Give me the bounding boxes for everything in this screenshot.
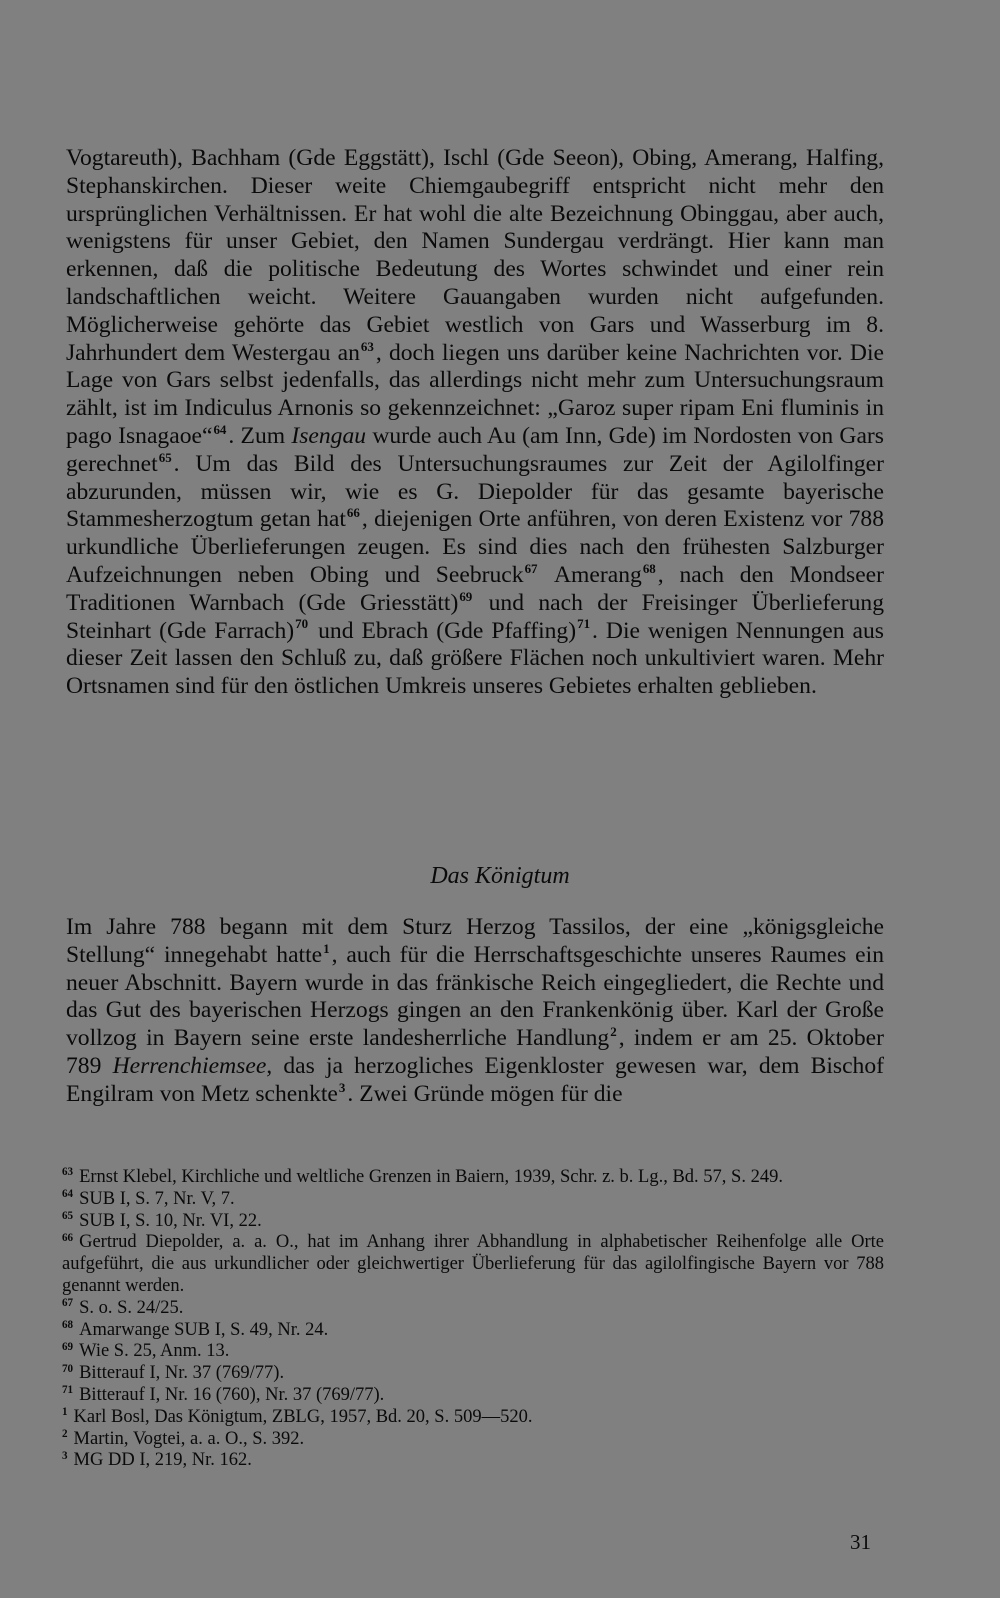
- footnote-ref[interactable]: 66: [346, 505, 360, 521]
- footnote-text: Amarwange SUB I, S. 49, Nr. 24.: [79, 1319, 329, 1340]
- text-run: , doch liegen uns darüber keine Nachrichten vor. Die Lage von Gars selbst jedenfalls, das allerdings nicht mehr zum Untersuchungsraum zählt, ist im Indiculus Arnonis so gekennzeichnet: „Garoz super ripam Eni fluminis in pago Isnagaoe“: [66, 339, 884, 449]
- footnote-ref[interactable]: 67: [524, 560, 538, 576]
- body-paragraph-2: [66, 914, 884, 1109]
- footnote: [62, 1363, 884, 1385]
- text-run: und Ebrach (Gde Pfaffing): [310, 617, 577, 644]
- text-run: . Die wenigen Nennungen aus dieser Zeit lassen den Schluß zu, daß größere Flächen noch unkultiviert waren. Mehr Ortsnamen sind für den östlichen Umkreis unseres Gebietes erhalten geblieben.: [66, 617, 884, 700]
- italic-place-name: Isengau: [291, 422, 367, 449]
- text-run: wurde auch Au (am Inn, Gde) im Nordosten von Gars gerechnet: [66, 422, 884, 477]
- text-run: , diejenigen Orte anführen, von deren Existenz vor 788 urkundliche Überlieferungen zeugen. Es sind dies nach den frühesten Salzburger Aufzeichnungen neben Obing und Seebruck: [66, 506, 884, 588]
- footnote-mark: 2: [62, 1427, 68, 1440]
- text-run: das ja herzogliches Eigenkloster gewesen war, dem Bischof Engilram von Metz schenkte: [66, 1052, 884, 1107]
- footnote-ref[interactable]: 2: [610, 1024, 617, 1040]
- footnote-mark: 69: [62, 1340, 74, 1353]
- footnote: [62, 1211, 884, 1233]
- text-run: Amerang: [539, 561, 642, 588]
- footnote: [62, 1232, 884, 1297]
- footnote-mark: 66: [62, 1231, 74, 1244]
- footnote-text: MG DD I, 219, Nr. 162.: [73, 1450, 252, 1471]
- footnote-text: Ernst Klebel, Kirchliche und weltliche Grenzen in Baiern, 1939, Schr. z. b. Lg., Bd. 57, S. 249.: [79, 1167, 783, 1187]
- text-run: , auch für die Herrschaftsgeschichte unseres Raumes ein neuer Abschnitt. Bayern wurde in das fränkische Reich eingegliedert, die Rechte und das Gut des bayerischen Herzogs gingen an den Frankenkönig über. Karl der Große vollzog in Bayern seine erste landesherrliche Handlung: [66, 941, 885, 1052]
- text-run: Im Jahre 788 begann mit dem Sturz Herzog Tassilos, der eine „königsgleiche Stellung“ innegehabt hatte: [66, 914, 884, 968]
- footnote-mark: 65: [62, 1209, 74, 1222]
- footnote: [62, 1320, 884, 1342]
- footnote: [62, 1167, 884, 1189]
- footnote: [62, 1407, 884, 1429]
- text-run: und nach der Freisinger Überlieferung Steinhart (Gde Farrach): [66, 589, 884, 644]
- page-number: 31: [850, 1530, 871, 1554]
- footnote-text: SUB I, S. 7, Nr. V, 7.: [79, 1188, 235, 1209]
- text-run: , indem er am 25. Oktober 789: [66, 1025, 884, 1079]
- footnote-mark: 68: [62, 1318, 74, 1331]
- italic-place-name: Herrenchiemsee,: [112, 1052, 273, 1079]
- footnote-text: SUB I, S. 10, Nr. VI, 22.: [79, 1210, 262, 1231]
- footnote-ref[interactable]: 71: [577, 616, 591, 632]
- footnote-text: Karl Bosl, Das Königtum, ZBLG, 1957, Bd. 20, S. 509—520.: [73, 1406, 533, 1427]
- footnote-text: Gertrud Diepolder, a. a. O., hat im Anhang ihrer Abhandlung in alphabetischer Reihenfolge alle Orte aufgeführt, die aus urkundlicher oder gleichwertiger Überlieferung für das agilolfingische Bayern vor 788 genannt werden.: [62, 1232, 884, 1296]
- footnote-mark: 71: [62, 1384, 74, 1397]
- footnote: [62, 1450, 884, 1472]
- footnote-ref[interactable]: 3: [338, 1079, 346, 1095]
- footnote-ref[interactable]: 63: [360, 338, 374, 354]
- footnote: [62, 1189, 884, 1211]
- footnote-mark: 63: [62, 1166, 74, 1179]
- text-run: , nach den Mondseer Traditionen Warnbach (Gde Griesstätt): [66, 561, 884, 616]
- section-heading: Das Königtum: [430, 863, 570, 889]
- footnote-ref[interactable]: 65: [158, 449, 172, 465]
- footnote-mark: 3: [62, 1449, 68, 1462]
- footnote-ref[interactable]: 70: [295, 616, 309, 632]
- text-run: . Zwei Gründe mögen für die: [347, 1080, 623, 1107]
- text-run: . Zum: [228, 422, 292, 449]
- footnote: [62, 1385, 884, 1407]
- footnote-mark: 67: [62, 1297, 74, 1310]
- footnote-text: Wie S. 25, Anm. 13.: [79, 1341, 230, 1362]
- text-run: Vogtareuth), Bachham (Gde Eggstätt), Ischl (Gde Seeon), Obing, Amerang, Halfing, Stephanskirchen. Dieser weite Chiemgaubegriff entspricht nicht mehr den ursprünglichen Verhältnissen. Er hat wohl die alte Bezeichnung Obinggau, aber auch, wenigstens für unser Gebiet, den Namen Sundergau verdrängt. Hier kann man erkennen, daß die politische Bedeutung des Wortes schwindet und einer rein landschaftlichen weicht. Weitere Gauangaben wurden nicht aufgefunden. Möglicherweise gehörte das Gebiet westlich von Gars und Wasserburg im 8. Jahrhundert dem Westergau an: [66, 145, 884, 366]
- text-run: . Um das Bild des Untersuchungsraumes zur Zeit der Agilolfinger abzurunden, müssen wir, wie es G. Diepolder für das gesamte bayerische Stammesherzogtum getan hat: [66, 450, 884, 533]
- footnote-mark: 1: [62, 1406, 68, 1419]
- footnote-mark: 70: [62, 1362, 74, 1375]
- footnote-ref[interactable]: 68: [642, 560, 656, 576]
- body-paragraph-1: [66, 145, 884, 701]
- footnote-text: Bitterauf I, Nr. 37 (769/77).: [79, 1363, 285, 1384]
- footnote-ref[interactable]: 64: [213, 421, 227, 437]
- footnote: [62, 1298, 884, 1320]
- footnote: [62, 1341, 884, 1363]
- footnote-text: Martin, Vogtei, a. a. O., S. 392.: [73, 1428, 305, 1449]
- footnote: [62, 1429, 884, 1451]
- footnote-ref[interactable]: 69: [459, 588, 473, 604]
- footnote-mark: 64: [62, 1188, 74, 1201]
- footnote-ref[interactable]: 1: [323, 940, 330, 956]
- footnotes: [62, 1167, 884, 1472]
- footnote-text: Bitterauf I, Nr. 16 (760), Nr. 37 (769/77).: [79, 1384, 385, 1405]
- footnote-text: S. o. S. 24/25.: [79, 1297, 184, 1318]
